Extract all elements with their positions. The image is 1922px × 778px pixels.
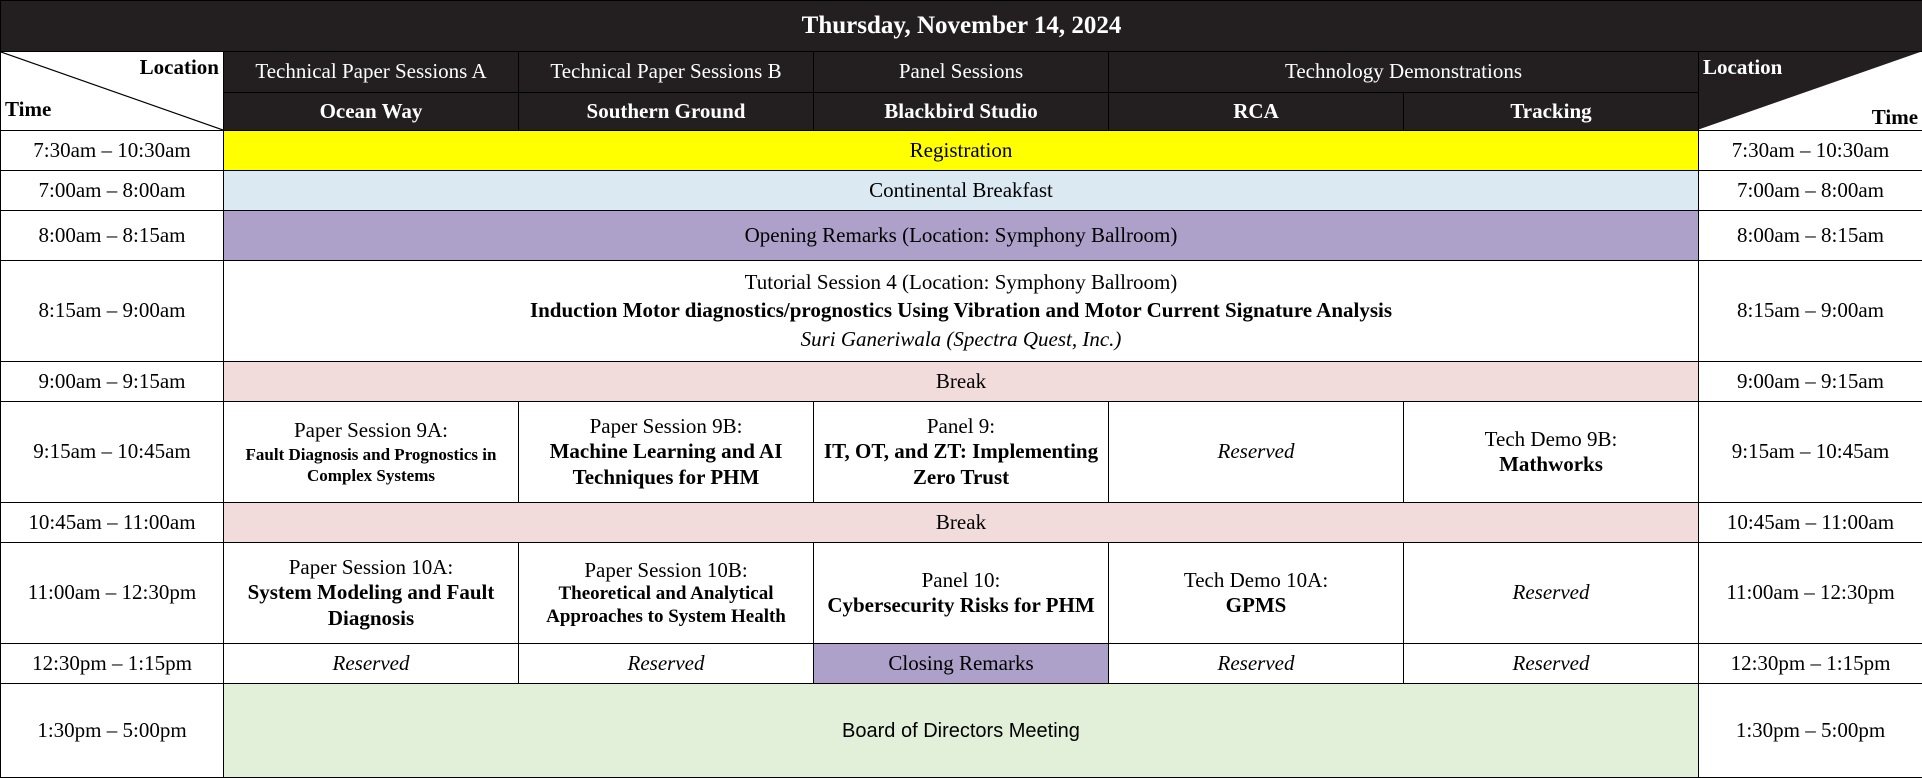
board-meeting-cell: Board of Directors Meeting xyxy=(224,684,1699,778)
session-heading: Tech Demo 9B: xyxy=(1408,427,1694,452)
tracking-reserved: Reserved xyxy=(1404,644,1699,684)
session-title: Cybersecurity Risks for PHM xyxy=(818,593,1104,618)
title-row xyxy=(1,1,1922,52)
closing-remarks-cell: Closing Remarks xyxy=(814,644,1109,684)
row-breakfast xyxy=(1,171,1922,211)
session-title: Machine Learning and AI Techniques for PHM xyxy=(523,439,809,489)
session-title: System Modeling and Fault Diagnosis xyxy=(228,580,514,630)
panel-10 xyxy=(814,543,1109,644)
location-label: Location xyxy=(140,55,219,80)
paper-session-10a xyxy=(224,543,519,644)
row-break-1 xyxy=(1,362,1922,402)
track-header-b: Technical Paper Sessions B xyxy=(519,52,814,93)
time-cell-right: 8:15am – 9:00am xyxy=(1699,261,1922,362)
time-cell-right: 8:00am – 8:15am xyxy=(1699,211,1922,261)
row-registration xyxy=(1,131,1922,171)
row-opening-remarks xyxy=(1,211,1922,261)
time-cell-right: 7:00am – 8:00am xyxy=(1699,171,1922,211)
time-cell: 1:30pm – 5:00pm xyxy=(1,684,224,778)
tech-demo-9b xyxy=(1404,402,1699,503)
row-session-10 xyxy=(1,543,1922,644)
time-cell: 11:00am – 12:30pm xyxy=(1,543,224,644)
session-heading: Tech Demo 10A: xyxy=(1113,568,1399,593)
session-title: GPMS xyxy=(1113,593,1399,618)
break-cell: Break xyxy=(224,362,1699,402)
time-cell-right: 9:15am – 10:45am xyxy=(1699,402,1922,503)
rca-reserved: Reserved xyxy=(1109,402,1404,503)
room-header-row xyxy=(1,93,1922,131)
session-heading: Panel 9: xyxy=(818,414,1104,439)
time-cell: 8:00am – 8:15am xyxy=(1,211,224,261)
time-cell-right: 11:00am – 12:30pm xyxy=(1699,543,1922,644)
track-header-panel: Panel Sessions xyxy=(814,52,1109,93)
session-title: IT, OT, and ZT: Implementing Zero Trust xyxy=(818,439,1104,489)
tutorial-presenter: Suri Ganeriwala (Spectra Quest, Inc.) xyxy=(228,327,1694,352)
session-heading: Paper Session 10A: xyxy=(228,555,514,580)
time-cell: 9:00am – 9:15am xyxy=(1,362,224,402)
session-title: Theoretical and Analytical Approaches to System Health xyxy=(523,583,809,629)
tutorial-cell xyxy=(224,261,1699,362)
room-blackbird-studio: Blackbird Studio xyxy=(814,93,1109,131)
paper-session-10b xyxy=(519,543,814,644)
time-label: Time xyxy=(5,97,51,122)
time-cell: 8:15am – 9:00am xyxy=(1,261,224,362)
track-header-a: Technical Paper Sessions A xyxy=(224,52,519,93)
paper-session-9b xyxy=(519,402,814,503)
ocean-way-reserved: Reserved xyxy=(224,644,519,684)
row-tutorial xyxy=(1,261,1922,362)
time-cell-right: 12:30pm – 1:15pm xyxy=(1699,644,1922,684)
room-southern-ground: Southern Ground xyxy=(519,93,814,131)
track-header-row xyxy=(1,52,1922,93)
opening-remarks-cell: Opening Remarks (Location: Symphony Ballroom) xyxy=(224,211,1699,261)
rca-reserved: Reserved xyxy=(1109,644,1404,684)
session-heading: Paper Session 9B: xyxy=(523,414,809,439)
session-title: Mathworks xyxy=(1408,452,1694,477)
time-cell: 7:30am – 10:30am xyxy=(1,131,224,171)
breakfast-cell: Continental Breakfast xyxy=(224,171,1699,211)
room-rca: RCA xyxy=(1109,93,1404,131)
row-break-2 xyxy=(1,503,1922,543)
time-label-right: Time xyxy=(1872,105,1918,130)
row-closing xyxy=(1,644,1922,684)
tutorial-session-label: Tutorial Session 4 (Location: Symphony Ballroom) xyxy=(228,270,1694,295)
room-ocean-way: Ocean Way xyxy=(224,93,519,131)
row-board-meeting xyxy=(1,684,1922,778)
tutorial-title: Induction Motor diagnostics/prognostics Using Vibration and Motor Current Signature Analysis xyxy=(228,298,1694,323)
session-heading: Paper Session 10B: xyxy=(523,558,809,583)
session-heading: Panel 10: xyxy=(818,568,1104,593)
time-cell: 9:15am – 10:45am xyxy=(1,402,224,503)
time-cell-right: 10:45am – 11:00am xyxy=(1699,503,1922,543)
time-cell: 10:45am – 11:00am xyxy=(1,503,224,543)
corner-header-left xyxy=(1,52,224,131)
session-title: Fault Diagnosis and Prognostics in Complex Systems xyxy=(228,445,514,486)
panel-9 xyxy=(814,402,1109,503)
registration-cell: Registration xyxy=(224,131,1699,171)
row-session-9 xyxy=(1,402,1922,503)
schedule-title: Thursday, November 14, 2024 xyxy=(1,1,1922,52)
location-label-right: Location xyxy=(1703,55,1782,80)
session-heading: Paper Session 9A: xyxy=(228,418,514,443)
corner-header-right xyxy=(1699,52,1922,131)
time-cell: 7:00am – 8:00am xyxy=(1,171,224,211)
room-tracking: Tracking xyxy=(1404,93,1699,131)
paper-session-9a xyxy=(224,402,519,503)
time-cell-right: 7:30am – 10:30am xyxy=(1699,131,1922,171)
track-header-demos: Technology Demonstrations xyxy=(1109,52,1699,93)
tracking-reserved: Reserved xyxy=(1404,543,1699,644)
break-cell: Break xyxy=(224,503,1699,543)
tech-demo-10a xyxy=(1109,543,1404,644)
time-cell-right: 9:00am – 9:15am xyxy=(1699,362,1922,402)
southern-ground-reserved: Reserved xyxy=(519,644,814,684)
time-cell: 12:30pm – 1:15pm xyxy=(1,644,224,684)
time-cell-right: 1:30pm – 5:00pm xyxy=(1699,684,1922,778)
